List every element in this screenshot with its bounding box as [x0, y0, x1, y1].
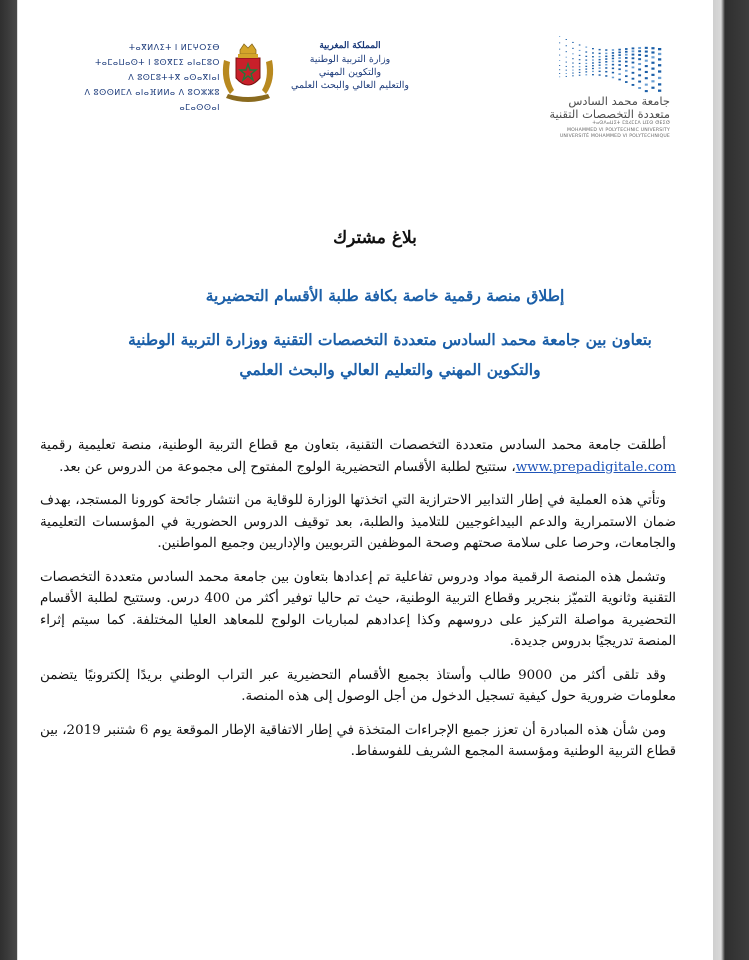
logo-dot	[605, 67, 607, 69]
logo-dot	[638, 47, 641, 49]
logo-dot	[599, 49, 601, 50]
logo-dot	[572, 53, 573, 54]
logo-dot	[579, 69, 581, 70]
university-name	[540, 95, 670, 141]
logo-dot	[559, 73, 560, 74]
logo-dot	[645, 90, 648, 92]
logo-dot	[559, 42, 560, 43]
logo-dot	[566, 57, 567, 58]
logo-dot	[618, 79, 620, 81]
logo-dot	[645, 65, 648, 67]
paragraph-text: ، ستتيح لطلبة الأقسام التحضيرية الولوج المفتوح إلى مجموعة من الدروس عن بعد.	[59, 459, 516, 475]
logo-dot	[585, 66, 587, 67]
logo-dot	[599, 59, 601, 60]
logo-dot	[572, 42, 573, 43]
logo-dot	[579, 63, 581, 64]
logo-dot	[599, 74, 601, 75]
logo-dot	[658, 70, 661, 72]
logo-dot	[559, 36, 560, 37]
logo-dot	[592, 59, 594, 60]
logo-dot	[632, 84, 635, 86]
logo-dot	[625, 54, 628, 56]
logo-dot	[572, 66, 573, 67]
logo-dot	[599, 53, 601, 54]
logo-dot	[651, 62, 654, 64]
logo-dot	[566, 76, 567, 77]
tifinagh-line: ⴷ ⵓⵙⵎⵓⵜⵜⴳ ⴰⵙⴰⴳⵏⴰⵏ	[128, 73, 220, 82]
logo-dot	[592, 48, 594, 49]
logo-dot	[658, 48, 661, 50]
document-title: بلاغ مشترك	[333, 228, 417, 248]
logo-dot	[579, 44, 581, 45]
logo-dot	[612, 72, 614, 74]
tifinagh-line: ⵜⴰⵎⴰⵡⴰⵙⵜ ⵏ ⵓⵙⴳⵎⵉ ⴰⵏⴰⵎⵓⵔ	[95, 58, 220, 67]
logo-dot	[638, 54, 641, 56]
logo-dot	[645, 51, 648, 53]
logo-dot	[632, 62, 635, 64]
logo-dot	[612, 58, 614, 60]
logo-dot	[651, 87, 654, 89]
logo-dot	[585, 74, 587, 75]
logo-dot	[612, 64, 614, 66]
ministry-line: والتكوين المهني	[318, 67, 382, 78]
logo-dot	[632, 57, 635, 59]
logo-dot	[638, 63, 641, 65]
logo-dot	[592, 71, 594, 72]
logo-dot	[585, 51, 587, 52]
logo-dot	[618, 49, 620, 51]
logo-dot	[658, 83, 661, 85]
logo-dot	[592, 62, 594, 63]
university-name-french: UNIVERSITÉ MOHAMMED VI POLYTECHNIQUE	[559, 134, 670, 139]
platform-link[interactable]: www.prepadigitale.com	[515, 459, 676, 475]
logo-dot	[572, 73, 573, 74]
logo-dot	[632, 47, 635, 49]
logo-dot	[638, 87, 641, 89]
logo-dot	[612, 68, 614, 70]
logo-dot	[638, 81, 641, 83]
logo-dot	[585, 63, 587, 64]
logo-dot	[579, 72, 581, 73]
logo-dot	[585, 68, 587, 69]
document-subtitle: إطلاق منصة رقمية خاصة بكافة طلبة الأقسام التحضيرية	[205, 286, 565, 305]
document-body	[40, 435, 676, 775]
logo-dot	[638, 58, 641, 60]
logo-dot	[651, 56, 654, 58]
logo-dot	[566, 73, 567, 74]
logo-dot	[645, 84, 648, 86]
logo-dot	[592, 52, 594, 53]
logo-dot	[585, 56, 587, 57]
logo-dot	[605, 71, 607, 73]
logo-dot	[599, 64, 601, 65]
logo-dot	[618, 54, 620, 56]
logo-dot	[559, 69, 560, 70]
logo-dot	[559, 76, 560, 77]
logo-dot	[618, 68, 620, 70]
logo-dot	[566, 45, 567, 46]
logo-dot	[605, 75, 607, 77]
logo-dot	[592, 56, 594, 57]
logo-dot	[559, 60, 560, 61]
university-name-tifinagh: ⵜⴰⵙⴷⴰⵡⵉⵜ ⵎⵓⵃⵎⵎⴷ ⵡⵉⵙ ⵚⴹⵉⵚ	[592, 121, 670, 126]
logo-dot	[658, 90, 661, 92]
logo-dot	[572, 63, 573, 64]
logo-dot	[605, 58, 607, 60]
logo-dot	[599, 62, 601, 63]
coat-of-arms-icon	[218, 40, 278, 106]
logo-dot	[658, 64, 661, 66]
paragraph: ومن شأن هذه المبادرة أن تعزز جميع الإجراءات المتخذة في إطار الاتفاقية الإطار الموقعة يوم 6 شتنبر 2019، بين قطاع التربية الوطنية ومؤسسة المجمع الشريف للفوسفاط.	[40, 722, 676, 759]
logo-dot	[592, 74, 594, 75]
logo-dot	[579, 66, 581, 67]
logo-dot	[579, 59, 581, 60]
logo-dot	[625, 75, 628, 77]
logo-dot	[632, 50, 635, 52]
photo-left-edge	[0, 0, 18, 960]
paragraph: وتشمل هذه المنصة الرقمية مواد ودروس تفاعلية تم إعدادها بتعاون بين جامعة محمد السادس متعددة التخصصات التقنية وثانوية التميّز بنجرير وقطاع التربية الوطنية، حيث تم حاليا توفير أكثر من 400 درس. وستتيح لطلبة الأقسام التحضيرية مواصلة التركيز على دروسهم وكذا إعدادهم لمباريات الولوج للمعاهد العليا المختلفة. كما سيتم إثراء المنصة تدريجيًا بدروس جديدة.	[40, 569, 676, 649]
logo-dot	[618, 51, 620, 53]
logo-dot	[645, 77, 648, 79]
logo-dot	[651, 80, 654, 82]
logo-dot	[605, 64, 607, 66]
logo-dot	[658, 77, 661, 79]
logo-dot	[645, 71, 648, 73]
paragraph	[40, 435, 676, 478]
logo-dot	[612, 52, 614, 54]
logo-dot	[605, 61, 607, 63]
logo-dot	[618, 73, 620, 75]
logo-dot	[651, 47, 654, 49]
logo-dot	[592, 68, 594, 69]
logo-dot	[645, 55, 648, 57]
logo-dot	[638, 74, 641, 76]
paragraph: وقد تلقى أكثر من 9000 طالب وأستاذ بجميع الأقسام التحضيرية عبر التراب الوطني بريدًا إلكترونيًا يتضمن معلومات ضرورية حول كيفية تسجيل الدخول من أجل الوصول إلى هذه المنصة.	[40, 667, 676, 704]
logo-dot	[559, 65, 560, 66]
logo-dot	[599, 67, 601, 68]
logo-dot	[579, 55, 581, 56]
logo-dot	[572, 75, 573, 76]
university-name-line: متعددة التخصصات التقنية	[549, 107, 670, 121]
logo-dot	[632, 78, 635, 80]
logo-dot	[651, 68, 654, 70]
logo-dot	[625, 81, 628, 83]
university-logo-icon	[555, 30, 667, 95]
logo-dot	[572, 58, 573, 59]
logo-dot	[645, 47, 648, 49]
logo-dot	[566, 70, 567, 71]
logo-dot	[599, 56, 601, 57]
kingdom-line: المملكة المغربية	[319, 41, 381, 51]
logo-dot	[638, 50, 641, 52]
logo-dot	[645, 60, 648, 62]
logo-dot	[579, 50, 581, 51]
logo-dot	[566, 51, 567, 52]
logo-dot	[632, 54, 635, 56]
logo-dot	[566, 62, 567, 63]
logo-dot	[612, 49, 614, 51]
logo-dot	[625, 61, 628, 63]
logo-dot	[632, 72, 635, 74]
ministry-line: وزارة التربية الوطنية	[309, 54, 391, 65]
logo-dot	[599, 71, 601, 72]
logo-dot	[605, 49, 607, 51]
tifinagh-line: ⵜⴰⴳⵍⴷⵉⵜ ⵏ ⵍⵎⵖⵔⵉⴱ	[128, 43, 220, 52]
paragraph: وتأتي هذه العملية في إطار التدابير الاحترازية التي اتخذتها الوزارة للوقاية من انتشار جائحة كورونا المستجد، بهدف ضمان الاستمرارية والدعم البيداغوجيين للتلاميذ والطلبة، بعد توقيف الدروس الحضورية في المؤسسات التعليمية والجامعات، وحرصا على سلامة صحتهم وصحة الموظفين التربويين والإداريين وجميع المواطنين.	[40, 493, 676, 551]
logo-dot	[566, 66, 567, 67]
logo-dot	[618, 57, 620, 59]
logo-dot	[638, 68, 641, 70]
logo-dot	[605, 53, 607, 55]
logo-dot	[618, 60, 620, 62]
university-name-line: جامعة محمد السادس	[568, 94, 670, 108]
logo-dot	[585, 59, 587, 60]
logo-dot	[579, 75, 581, 76]
logo-dot	[612, 61, 614, 63]
logo-dot	[566, 39, 567, 40]
logo-dot	[651, 51, 654, 53]
logo-dot	[625, 51, 628, 53]
logo-dot	[625, 70, 628, 72]
photo-right-edge	[713, 0, 749, 960]
document-subtitle-partners: بتعاون بين جامعة محمد السادس متعددة التخصصات التقنية ووزارة التربية الوطنية والتكوين المهني والتعليم العالي والبحث العلمي	[128, 330, 652, 379]
ministry-name-tifinagh	[45, 40, 220, 115]
logo-dot	[625, 65, 628, 67]
paragraph-text: أطلقت جامعة محمد السادس متعددة التخصصات التقنية، بتعاون مع قطاع التربية الوطنية، منصة تعليمية رقمية	[40, 438, 666, 453]
logo-dot	[625, 48, 628, 50]
logo-dot	[651, 74, 654, 76]
tifinagh-line: ⴷ ⵓⵙⵙⵍⵎⴷ ⴰⵏⴰⴼⵍⵍⴰ ⴷ ⵓⵔⵣⵣⵓ ⴰⵎⴰⵙⵙⴰⵏ	[84, 88, 220, 112]
logo-dot	[559, 49, 560, 50]
logo-dot	[605, 56, 607, 58]
logo-dot	[585, 46, 587, 47]
logo-dot	[658, 58, 661, 60]
logo-dot	[572, 48, 573, 49]
logo-dot	[625, 57, 628, 59]
logo-dot	[592, 65, 594, 66]
ministry-line: والتعليم العالي والبحث العلمي	[291, 80, 409, 91]
university-name-english: MOHAMMED VI POLYTECHNIC UNIVERSITY	[566, 127, 670, 133]
logo-dot	[585, 71, 587, 72]
logo-dot	[632, 66, 635, 68]
logo-dot	[612, 55, 614, 57]
logo-dot	[572, 70, 573, 71]
logo-dot	[658, 53, 661, 55]
logo-dot	[618, 64, 620, 66]
logo-dot	[612, 77, 614, 79]
ministry-name-arabic	[275, 40, 425, 92]
logo-dot	[559, 55, 560, 56]
